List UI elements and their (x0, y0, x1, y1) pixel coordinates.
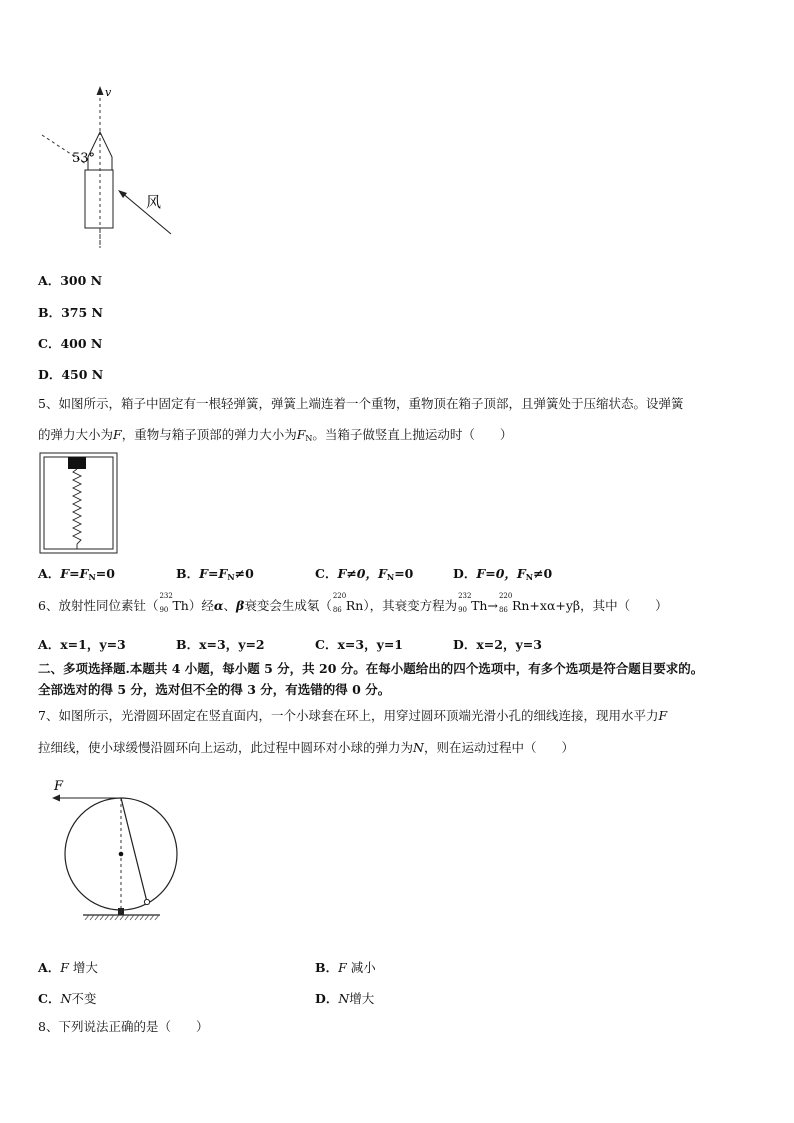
q7-stem-line1: 7、如图所示，光滑圆环固定在竖直面内，一个小球套在环上，用穿过圆环顶端光滑小孔的细线连接，现用水平力F (38, 708, 668, 723)
q7-option-b: B．F 减小 (315, 960, 376, 975)
q4-option-c: C．400 N (38, 336, 103, 351)
q4-option-b: B．375 N (38, 305, 103, 320)
wind-label: 风 (146, 193, 162, 211)
box-spring-figure (39, 452, 119, 554)
q6-option-d: D．x=2，y=3 (453, 637, 542, 652)
q4-option-d: D．450 N (38, 367, 104, 382)
section2-line1: 二、多项选择题.本题共 4 小题，每小题 5 分，共 20 分。在每小题给出的四个选项中，有多个选项是符合题目要求的。 (38, 661, 704, 676)
velocity-label: v (105, 86, 112, 99)
q7-option-c: C．N不变 (38, 991, 97, 1006)
ring-ball-figure (50, 772, 190, 927)
force-label: F (54, 779, 64, 794)
q7-option-d: D．N增大 (315, 991, 375, 1006)
q5-stem-line2: 的弹力大小为F，重物与箱子顶部的弹力大小为$F_N$。当箱子做竖直上抛运动时（ ） (38, 427, 513, 443)
section2-line2: 全部选对的得 5 分，选对但不全的得 3 分，有选错的得 0 分。 (38, 682, 391, 697)
q4-option-a: A．300 N (38, 273, 103, 288)
q5-stem-line1: 5、如图所示，箱子中固定有一根轻弹簧，弹簧上端连着一个重物，重物顶在箱子顶部，且弹簧处于压缩状态。设弹簧 (38, 396, 684, 411)
q5-option-a: A．$F=F_N=0$ (38, 566, 115, 582)
q5-option-c: C．F≠0，$F_N=0$ (315, 566, 414, 582)
q6-option-a: A．x=1，y=3 (38, 637, 126, 652)
q7-stem-line2: 拉细线，使小球缓慢沿圆环向上运动，此过程中圆环对小球的弹力为N，则在运动过程中（ ） (38, 740, 574, 755)
angle-label: 53° (72, 151, 96, 166)
q6-option-b: B．x=3，y=2 (176, 637, 265, 652)
q8-stem: 8、下列说法正确的是（ ） (38, 1019, 209, 1034)
q6-stem: 6、放射性同位素钍（ 232 90 Th）经α、β衰变会生成氡（ 220 86 Rn），其衰变方程为 232 90 Th→ 220 86 Rn+xα+yβ，其中（ ） (38, 592, 668, 614)
rocket-wind-figure (38, 80, 188, 250)
q5-option-b: B．$F=F_N\ne 0$ (176, 566, 254, 582)
q5-option-d: D．F=0，$F_N\ne 0$ (453, 566, 553, 582)
q7-option-a: A．F 增大 (38, 960, 98, 975)
q6-option-c: C．x=3，y=1 (315, 637, 404, 652)
